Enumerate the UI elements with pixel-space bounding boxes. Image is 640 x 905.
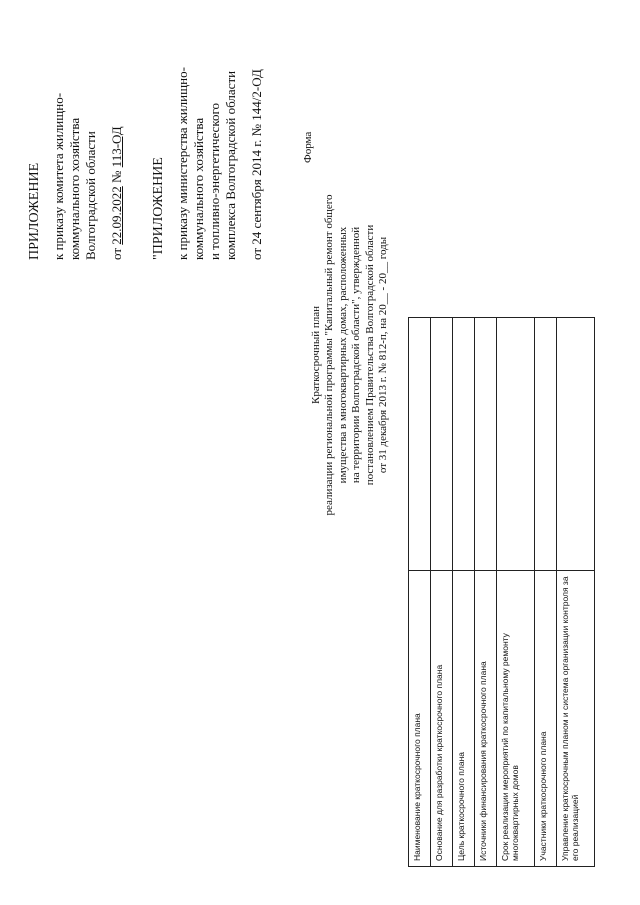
order-number: 113-ОД bbox=[108, 126, 124, 168]
appendix-1-line: к приказу комитета жилищно- bbox=[51, 92, 67, 260]
appendix-1-line: Волгоградской области bbox=[82, 131, 98, 260]
plan-title-line: Краткосрочный план bbox=[310, 306, 322, 404]
plan-title bbox=[310, 155, 390, 555]
number-prefix: № bbox=[108, 167, 124, 187]
row-value[interactable] bbox=[535, 318, 557, 571]
order-date: 22.09.2022 bbox=[108, 186, 124, 245]
plan-title-line: имущества в многоквартирных домах, расположенных bbox=[336, 226, 349, 484]
table-row bbox=[409, 318, 431, 867]
plan-title-line: на территории Волгоградской области", утвержденной bbox=[350, 226, 363, 484]
row-value[interactable] bbox=[475, 318, 497, 571]
row-label: Срок реализации мероприятий по капитальному ремонту многоквартирных домов bbox=[497, 571, 535, 867]
row-label: Наименование краткосрочного плана bbox=[409, 571, 431, 867]
row-value[interactable] bbox=[409, 318, 431, 571]
appendix-2-line: и топливно-энергетического bbox=[206, 103, 222, 260]
appendix-2-line: коммунального хозяйства bbox=[190, 117, 206, 260]
row-label: Цель краткосрочного плана bbox=[453, 571, 475, 867]
form-label: Форма bbox=[302, 131, 314, 163]
row-value[interactable] bbox=[497, 318, 535, 571]
row-label: Основание для разработки краткосрочного плана bbox=[431, 571, 453, 867]
appendix-2-line: комплекса Волгоградской области bbox=[222, 70, 238, 260]
appendix-1-line: коммунального хозяйства bbox=[66, 117, 82, 260]
row-value[interactable] bbox=[453, 318, 475, 571]
appendix-2-line: к приказу министерства жилищно- bbox=[175, 67, 191, 260]
table-row bbox=[431, 318, 453, 867]
appendix-1-date-line bbox=[109, 20, 125, 260]
plan-table bbox=[408, 317, 595, 867]
appendix-2-title: "ПРИЛОЖЕНИЕ bbox=[151, 157, 166, 260]
appendix-2-date-line: от 24 сентября 2014 г. № 144/2-ОД bbox=[248, 69, 264, 260]
table-row bbox=[475, 318, 497, 867]
row-value[interactable] bbox=[557, 318, 595, 571]
row-label: Источники финансирования краткосрочного плана bbox=[475, 571, 497, 867]
date-prefix: от bbox=[108, 244, 124, 260]
appendix-block-1 bbox=[26, 20, 125, 260]
plan-title-line: постановлением Правительства Волгоградской области bbox=[363, 224, 376, 486]
table-row bbox=[557, 318, 595, 867]
table-row bbox=[535, 318, 557, 867]
appendix-block-2 bbox=[150, 20, 264, 260]
row-label: Управление краткосрочным планом и система организации контроля за его реализацией bbox=[557, 571, 595, 867]
row-label: Участники краткосрочного плана bbox=[535, 571, 557, 867]
table-row bbox=[453, 318, 475, 867]
appendix-1-title: ПРИЛОЖЕНИЕ bbox=[27, 162, 42, 260]
row-value[interactable] bbox=[431, 318, 453, 571]
table-row bbox=[497, 318, 535, 867]
plan-title-line: от 31 декабря 2013 г. № 812-п, на 20__ - 20__ годы bbox=[377, 236, 390, 474]
plan-title-line: реализации региональной программы "Капитальный ремонт общего bbox=[323, 194, 336, 516]
